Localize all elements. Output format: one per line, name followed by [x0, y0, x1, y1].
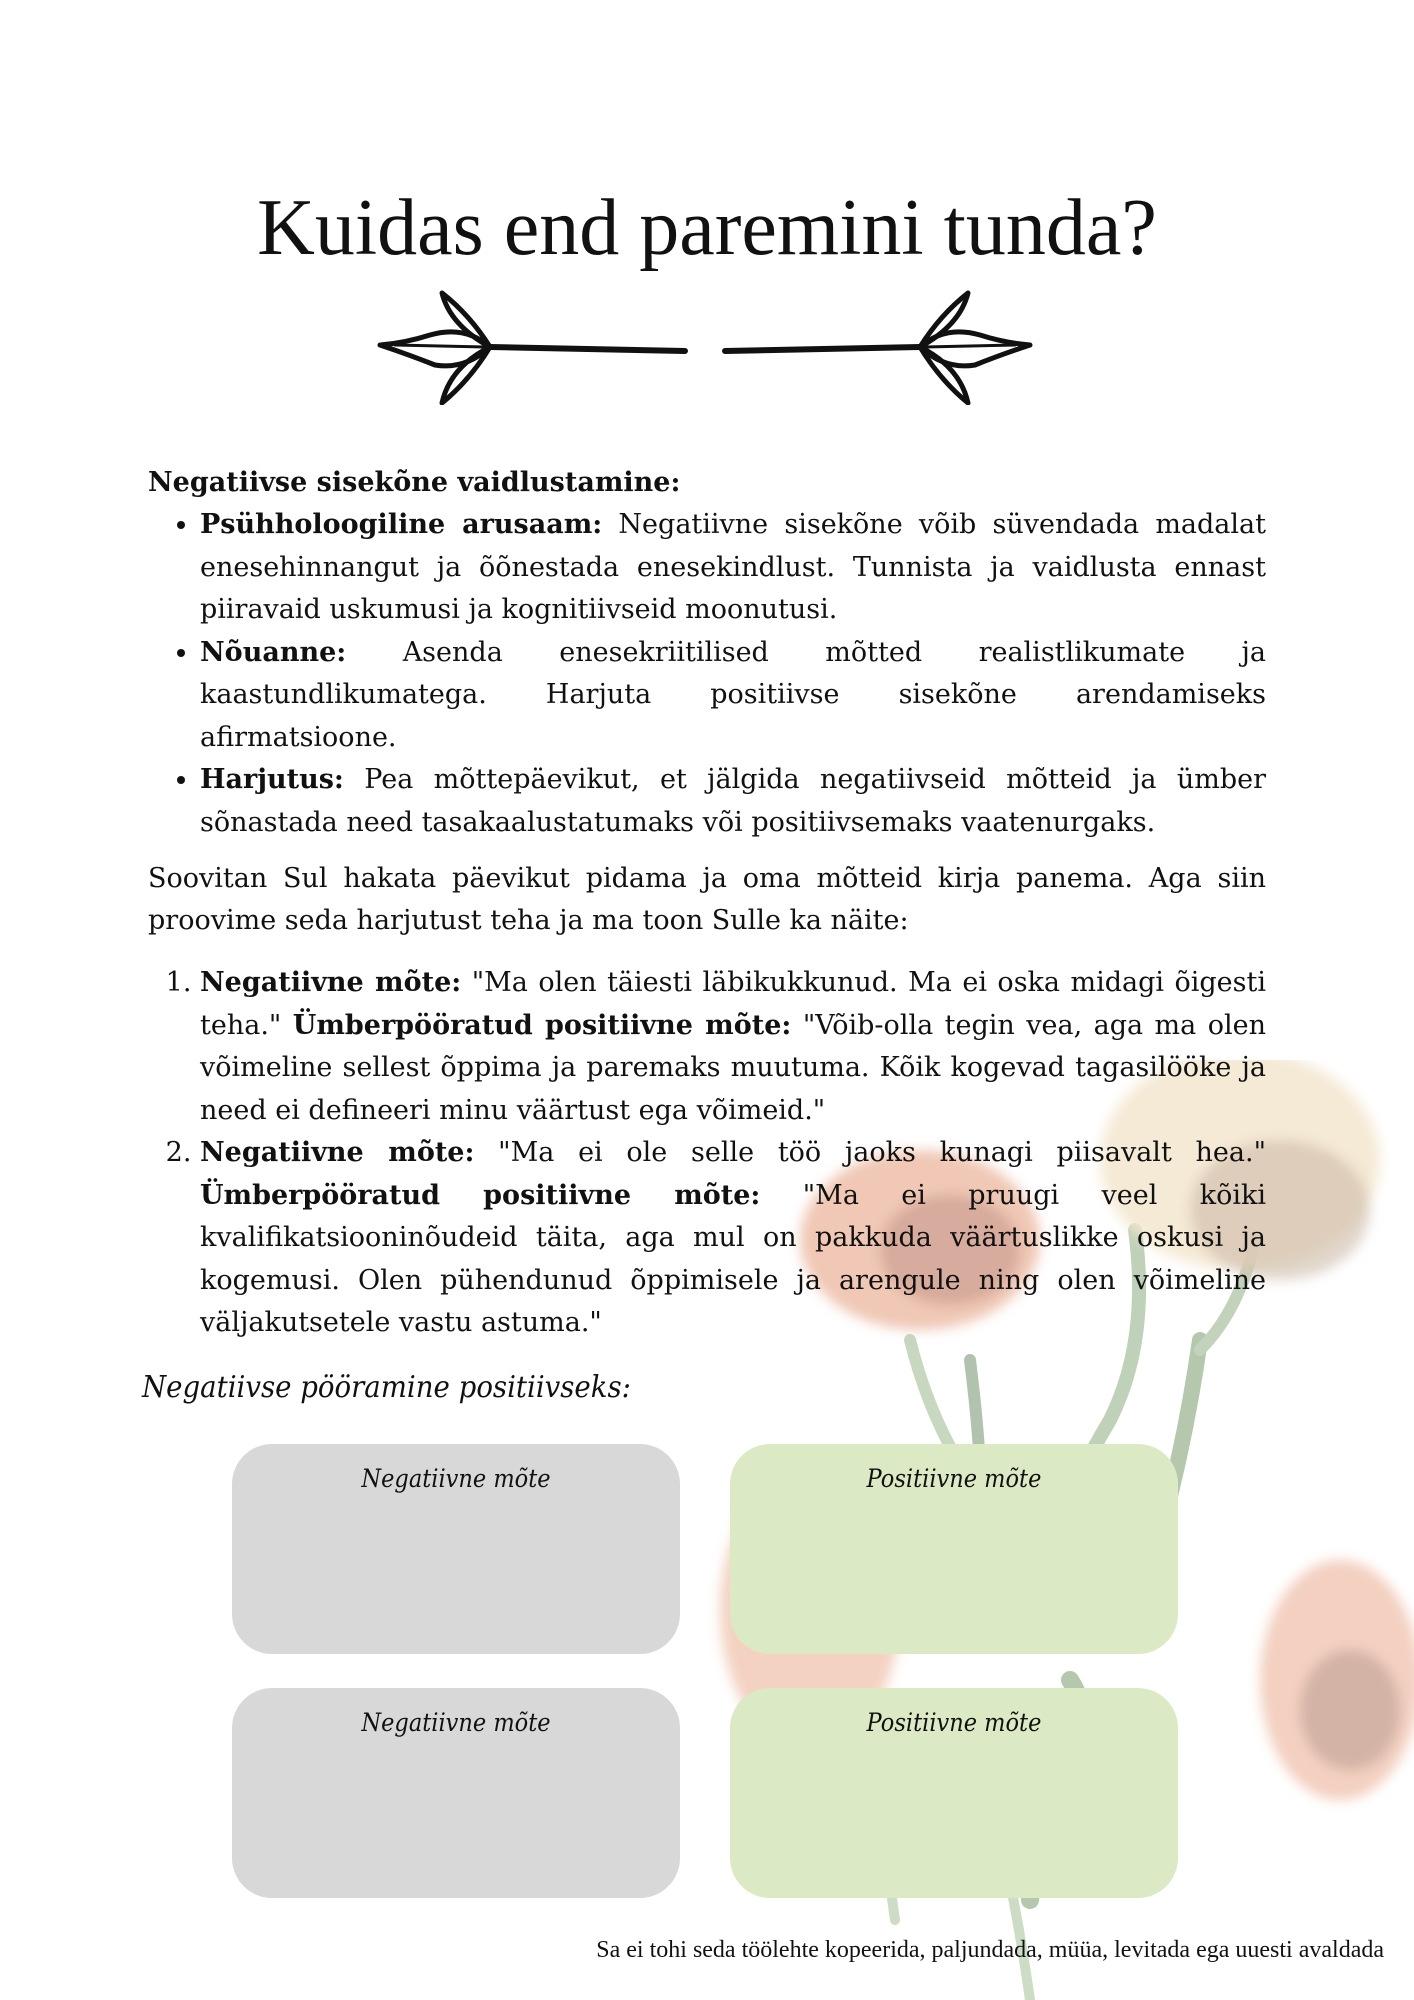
intro-paragraph: Soovitan Sul hakata päevikut pidama ja oma mõtteid kirja panema. Aga siin proovime seda harjutust teha ja ma toon Sulle ka näite:	[148, 863, 1266, 936]
left-branch-icon	[380, 293, 685, 403]
example-item	[200, 1132, 1266, 1345]
negative-label: Negatiivne mõte:	[200, 967, 462, 998]
negative-thought-box[interactable]	[232, 1688, 680, 1898]
positive-text: "Võib-olla tegin vea, aga ma olen võimeline sellest õppima ja paremaks muutuma. Kõik kogevad tagasilööke ja need ei defineeri minu väärtust ega võimeid."	[200, 1009, 1266, 1126]
tips-list	[148, 504, 1266, 844]
positive-thought-box[interactable]	[730, 1444, 1178, 1654]
item-label: Harjutus:	[200, 764, 344, 795]
negative-label: Negatiivne mõte:	[200, 1137, 475, 1168]
item-label: Nõuanne:	[200, 636, 347, 668]
item-text: Pea mõttepäevikut, et jälgida negatiivseid mõtteid ja ümber sõnastada need tasakaalustatumaks või positiivsemaks vaatenurgaks.	[200, 764, 1266, 838]
list-item	[200, 504, 1266, 632]
right-branch-icon	[725, 293, 1030, 403]
item-label: Psühholoogiline arusaam:	[200, 509, 603, 540]
example-item	[200, 962, 1266, 1132]
negative-text: "Ma ei ole selle töö jaoks kunagi piisavalt hea."	[474, 1137, 1266, 1168]
list-item	[200, 759, 1266, 844]
positive-text: "Ma ei pruugi veel kõiki kvalifikatsiooninõudeid täita, aga mul on pakkuda väärtuslikke oskusi ja kogemusi. Olen pühendunud õppimisele ja arengule ning olen võimeline väljakutsetele vastu astuma."	[200, 1179, 1266, 1338]
section-heading: Negatiivse sisekõne vaidlustamine:	[148, 467, 681, 498]
item-text: Negatiivne sisekõne võib süvendada madalat enesehinnangut ja õõnestada enesekindlust. Tunnista ja vaidlusta ennast piiravaid uskumusi ja kognitiivseid moonutusi.	[200, 509, 1266, 625]
examples-list	[148, 962, 1266, 1345]
exercise-title: Negatiivse pööramine positiivseks:	[142, 1370, 631, 1405]
page-title: Kuidas end paremini tunda?	[257, 184, 1157, 272]
card-label: Negatiivne mõte	[361, 1708, 551, 1737]
positive-label: Ümberpööratud positiivne mõte:	[200, 1179, 761, 1211]
positive-label: Ümberpööratud positiivne mõte:	[292, 1009, 792, 1041]
positive-thought-box[interactable]	[730, 1688, 1178, 1898]
list-item	[200, 632, 1266, 760]
item-text: Asenda enesekriitilised mõtted realistlikumate ja kaastundlikumatega. Harjuta positiivse sisekõne arendamiseks afirmatsioone.	[200, 636, 1266, 753]
negative-thought-box[interactable]	[232, 1444, 680, 1654]
card-label: Negatiivne mõte	[361, 1464, 551, 1493]
copyright-notice: Sa ei tohi seda töölehte kopeerida, paljundada, müüa, levitada ega uuesti avaldada	[596, 1937, 1384, 1963]
leaf-branch-divider-icon	[370, 285, 1040, 405]
card-label: Positiivne mõte	[866, 1464, 1042, 1493]
negative-text: "Ma olen täiesti läbikukkunud. Ma ei oska midagi õigesti teha."	[200, 967, 1266, 1041]
card-label: Positiivne mõte	[866, 1708, 1042, 1737]
